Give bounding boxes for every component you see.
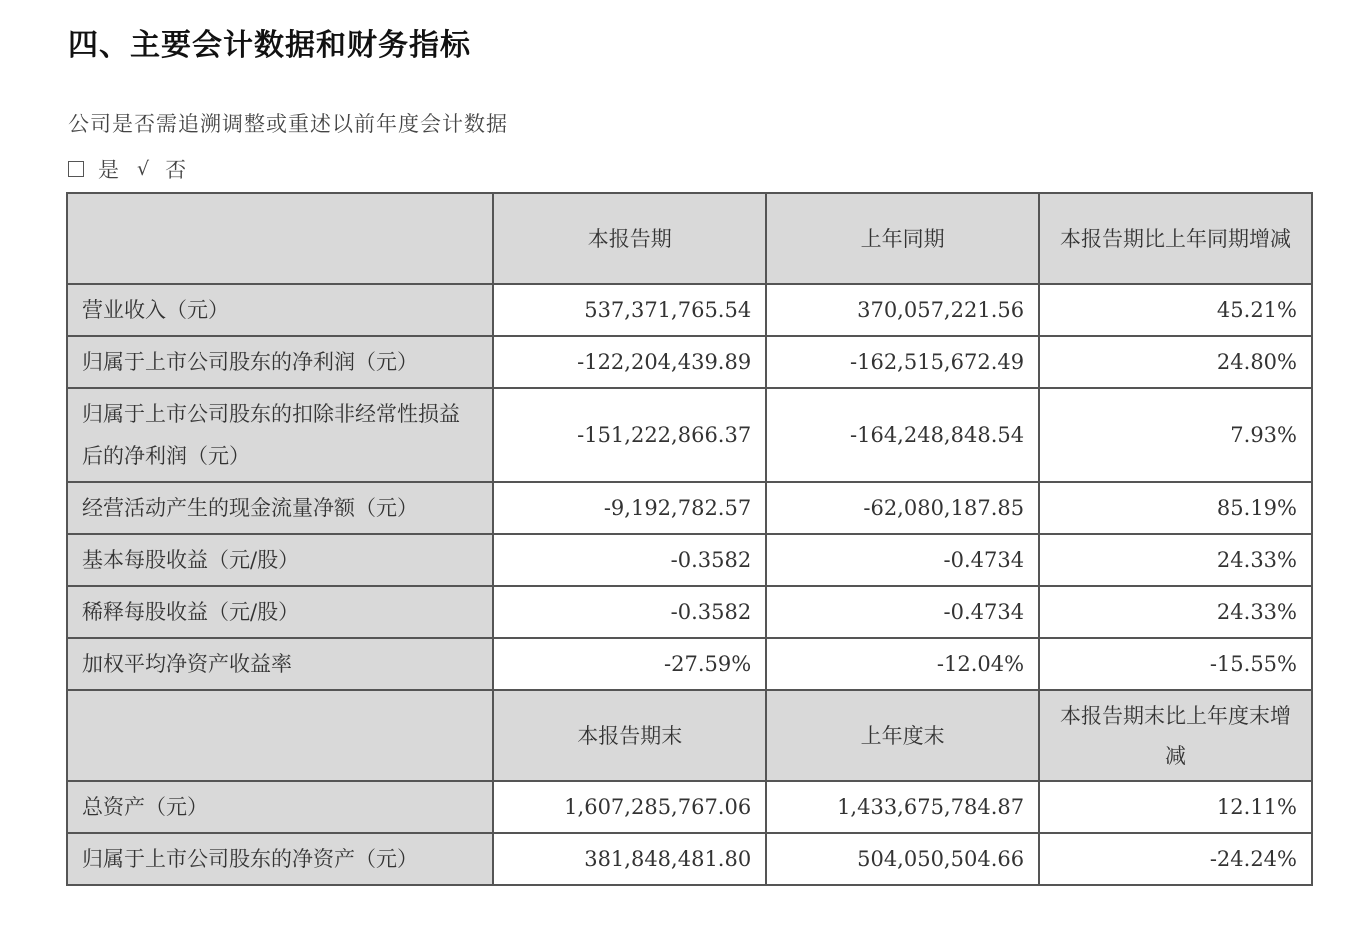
table-row [67,781,1312,833]
row-label: 归属于上市公司股东的净资产（元） [67,833,493,885]
change-value: 24.33% [1039,586,1312,638]
change-value: 24.80% [1039,336,1312,388]
current-value: -122,204,439.89 [493,336,766,388]
current-value: -151,222,866.37 [493,388,766,482]
row-label: 总资产（元） [67,781,493,833]
row-label: 加权平均净资产收益率 [67,638,493,690]
prior-value: -162,515,672.49 [766,336,1039,388]
change-value: 24.33% [1039,534,1312,586]
table-row [67,586,1312,638]
prior-value: -0.4734 [766,534,1039,586]
header-blank-cell [67,690,493,781]
row-label: 基本每股收益（元/股） [67,534,493,586]
prior-value: -164,248,848.54 [766,388,1039,482]
current-value: -9,192,782.57 [493,482,766,534]
current-value: -27.59% [493,638,766,690]
option-no-label: 否 [165,158,187,182]
checkbox-empty-icon[interactable] [68,161,84,177]
current-value: 1,607,285,767.06 [493,781,766,833]
table-header-row [67,690,1312,781]
row-label: 经营活动产生的现金流量净额（元） [67,482,493,534]
table-row [67,284,1312,336]
restatement-question: 公司是否需追溯调整或重述以前年度会计数据 [68,112,508,136]
check-mark-icon[interactable]: √ [137,158,150,180]
prior-value: 370,057,221.56 [766,284,1039,336]
header-cell: 本报告期比上年同期增减 [1039,193,1312,284]
option-yes-label: 是 [98,158,119,182]
section-title: 四、主要会计数据和财务指标 [68,28,471,63]
table-row [67,833,1312,885]
current-value: -0.3582 [493,534,766,586]
financial-indicators-table [66,192,1313,886]
table-row [67,638,1312,690]
prior-value: -0.4734 [766,586,1039,638]
header-cell: 本报告期末 [493,690,766,781]
change-value: 85.19% [1039,482,1312,534]
row-label: 归属于上市公司股东的扣除非经常性损益后的净利润（元） [67,388,493,482]
header-cell: 上年同期 [766,193,1039,284]
table-row [67,534,1312,586]
row-label: 归属于上市公司股东的净利润（元） [67,336,493,388]
change-value: 7.93% [1039,388,1312,482]
change-value: 12.11% [1039,781,1312,833]
change-value: -24.24% [1039,833,1312,885]
change-value: 45.21% [1039,284,1312,336]
prior-value: 504,050,504.66 [766,833,1039,885]
prior-value: -62,080,187.85 [766,482,1039,534]
table-row [67,336,1312,388]
row-label: 稀释每股收益（元/股） [67,586,493,638]
current-value: 381,848,481.80 [493,833,766,885]
header-cell: 本报告期 [493,193,766,284]
prior-value: -12.04% [766,638,1039,690]
table-header-row [67,193,1312,284]
row-label: 营业收入（元） [67,284,493,336]
current-value: -0.3582 [493,586,766,638]
header-cell: 上年度末 [766,690,1039,781]
current-value: 537,371,765.54 [493,284,766,336]
header-blank-cell [67,193,493,284]
prior-value: 1,433,675,784.87 [766,781,1039,833]
table-row [67,388,1312,482]
header-cell: 本报告期末比上年度末增减 [1039,690,1312,781]
change-value: -15.55% [1039,638,1312,690]
table-row [67,482,1312,534]
restatement-options [68,154,204,184]
